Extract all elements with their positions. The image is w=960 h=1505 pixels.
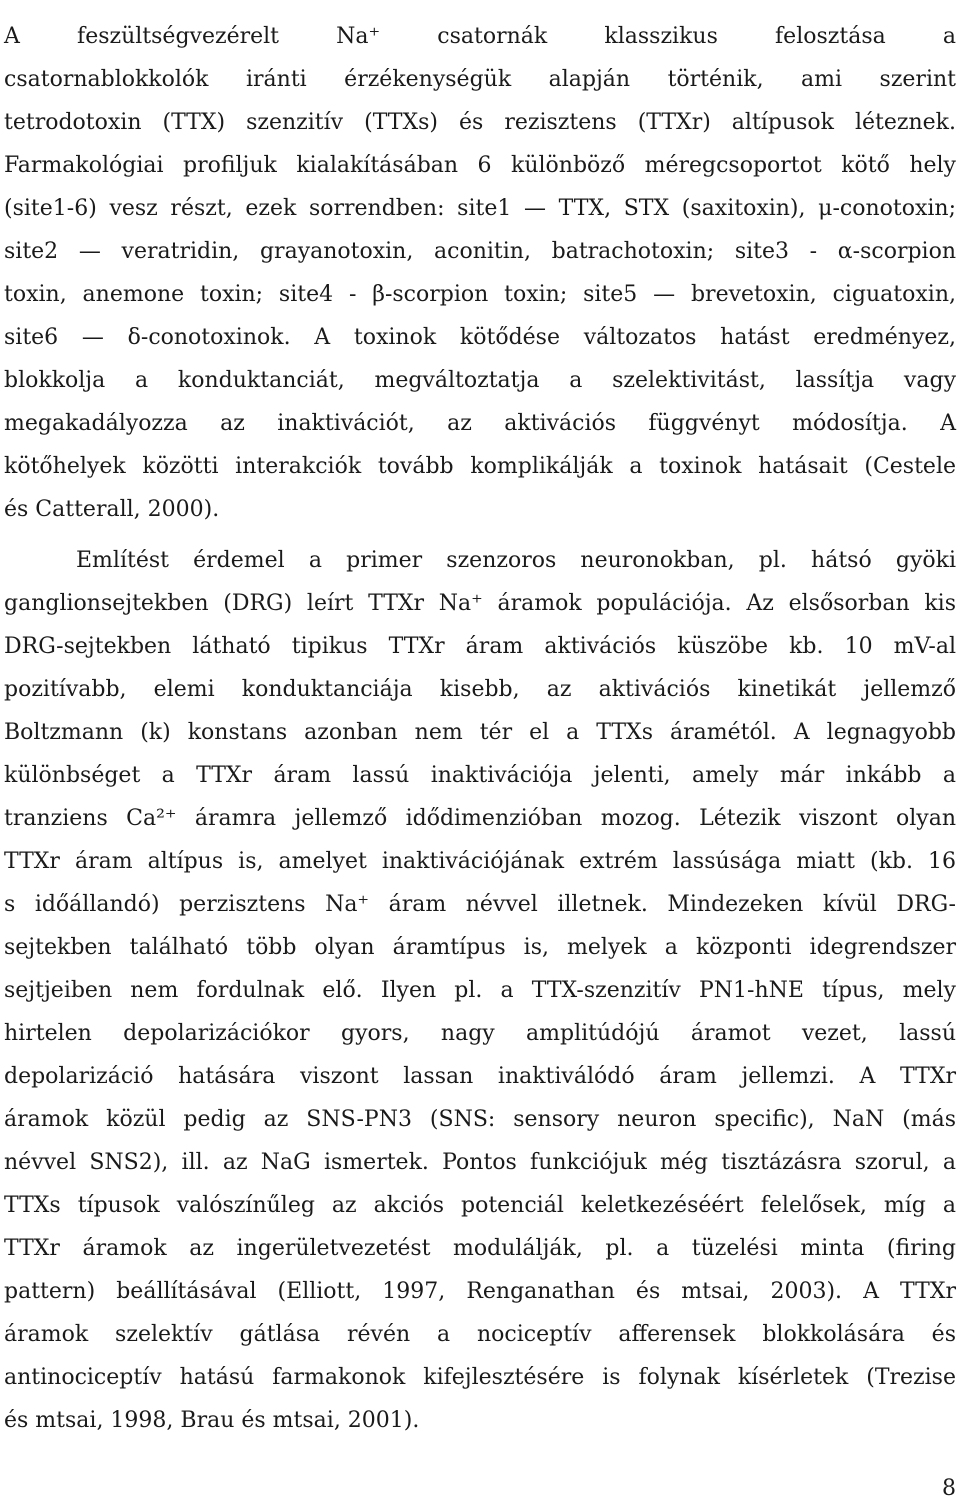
text-line: blokkolja a konduktanciát, megváltoztatja a szelektivitást, lassítja vagy <box>4 368 956 393</box>
text-line: A feszültségvezérelt Na⁺ csatornák klasszikus felosztása a <box>4 24 956 49</box>
text-line: pozitívabb, elemi konduktanciája kisebb, az aktivációs kinetikát jellemző <box>4 677 956 702</box>
text-line: áramok szelektív gátlása révén a nociceptív afferensek blokkolására és <box>4 1322 956 1347</box>
text-line: Farmakológiai profiljuk kialakításában 6 különböző méregcsoportot kötő hely <box>4 153 956 178</box>
text-line: DRG-sejtekben látható tipikus TTXr áram aktivációs küszöbe kb. 10 mV-al <box>4 634 956 659</box>
text-line: hirtelen depolarizációkor gyors, nagy amplitúdójú áramot vezet, lassú <box>4 1021 956 1046</box>
text-line: s időállandó) perzisztens Na⁺ áram névvel illetnek. Mindezeken kívül DRG- <box>4 892 956 917</box>
text-line: sejtekben található több olyan áramtípus is, melyek a központi idegrendszer <box>4 935 956 960</box>
text-line: TTXr áramok az ingerületvezetést modulálják, pl. a tüzelési minta (firing <box>4 1236 956 1261</box>
text-line: és mtsai, 1998, Brau és mtsai, 2001). <box>4 1408 420 1433</box>
text-line: TTXs típusok valószínűleg az akciós potenciál keletkezéséért felelősek, míg a <box>4 1193 956 1218</box>
text-line: site6 — δ-conotoxinok. A toxinok kötődése változatos hatást eredményez, <box>4 325 956 350</box>
text-line: tetrodotoxin (TTX) szenzitív (TTXs) és rezisztens (TTXr) altípusok léteznek. <box>4 110 956 135</box>
text-line: pattern) beállításával (Elliott, 1997, Renganathan és mtsai, 2003). A TTXr <box>4 1279 956 1304</box>
text-line: kötőhelyek közötti interakciók tovább komplikálják a toxinok hatásait (Cestele <box>4 454 956 479</box>
text-line: antinociceptív hatású farmakonok kifejlesztésére is folynak kísérletek (Trezise <box>4 1365 956 1390</box>
text-line: tranziens Ca²⁺ áramra jellemző idődimenzióban mozog. Létezik viszont olyan <box>4 806 956 831</box>
text-line: Boltzmann (k) konstans azonban nem tér el a TTXs áramétól. A legnagyobb <box>4 720 956 745</box>
text-line: megakadályozza az inaktivációt, az aktivációs függvényt módosítja. A <box>4 411 956 436</box>
text-line: toxin, anemone toxin; site4 - β-scorpion toxin; site5 — brevetoxin, ciguatoxin, <box>4 282 956 307</box>
text-line: sejtjeiben nem fordulnak elő. Ilyen pl. a TTX-szenzitív PN1-hNE típus, mely <box>4 978 956 1003</box>
text-line: depolarizáció hatására viszont lassan inaktiválódó áram jellemzi. A TTXr <box>4 1064 956 1089</box>
text-line: site2 — veratridin, grayanotoxin, aconitin, batrachotoxin; site3 - α-scorpion <box>4 239 956 264</box>
text-line: névvel SNS2), ill. az NaG ismertek. Pontos funkciójuk még tisztázásra szorul, a <box>4 1150 956 1175</box>
text-line: (site1-6) vesz részt, ezek sorrendben: site1 — TTX, STX (saxitoxin), μ-conotoxin; <box>4 196 956 221</box>
text-line: TTXr áram altípus is, amelyet inaktivációjának extrém lassúsága miatt (kb. 16 <box>4 849 956 874</box>
text-line: ganglionsejtekben (DRG) leírt TTXr Na⁺ áramok populációja. Az elsősorban kis <box>4 591 956 616</box>
text-line: és Catterall, 2000). <box>4 497 220 522</box>
text-line: Említést érdemel a primer szenzoros neuronokban, pl. hátsó gyöki <box>76 548 956 573</box>
text-line: áramok közül pedig az SNS-PN3 (SNS: sensory neuron specific), NaN (más <box>4 1107 956 1132</box>
text-line: különbséget a TTXr áram lassú inaktivációja jelenti, amely már inkább a <box>4 763 956 788</box>
text-line: csatornablokkolók iránti érzékenységük alapján történik, ami szerint <box>4 67 956 92</box>
page-number: 8 <box>942 1476 956 1501</box>
